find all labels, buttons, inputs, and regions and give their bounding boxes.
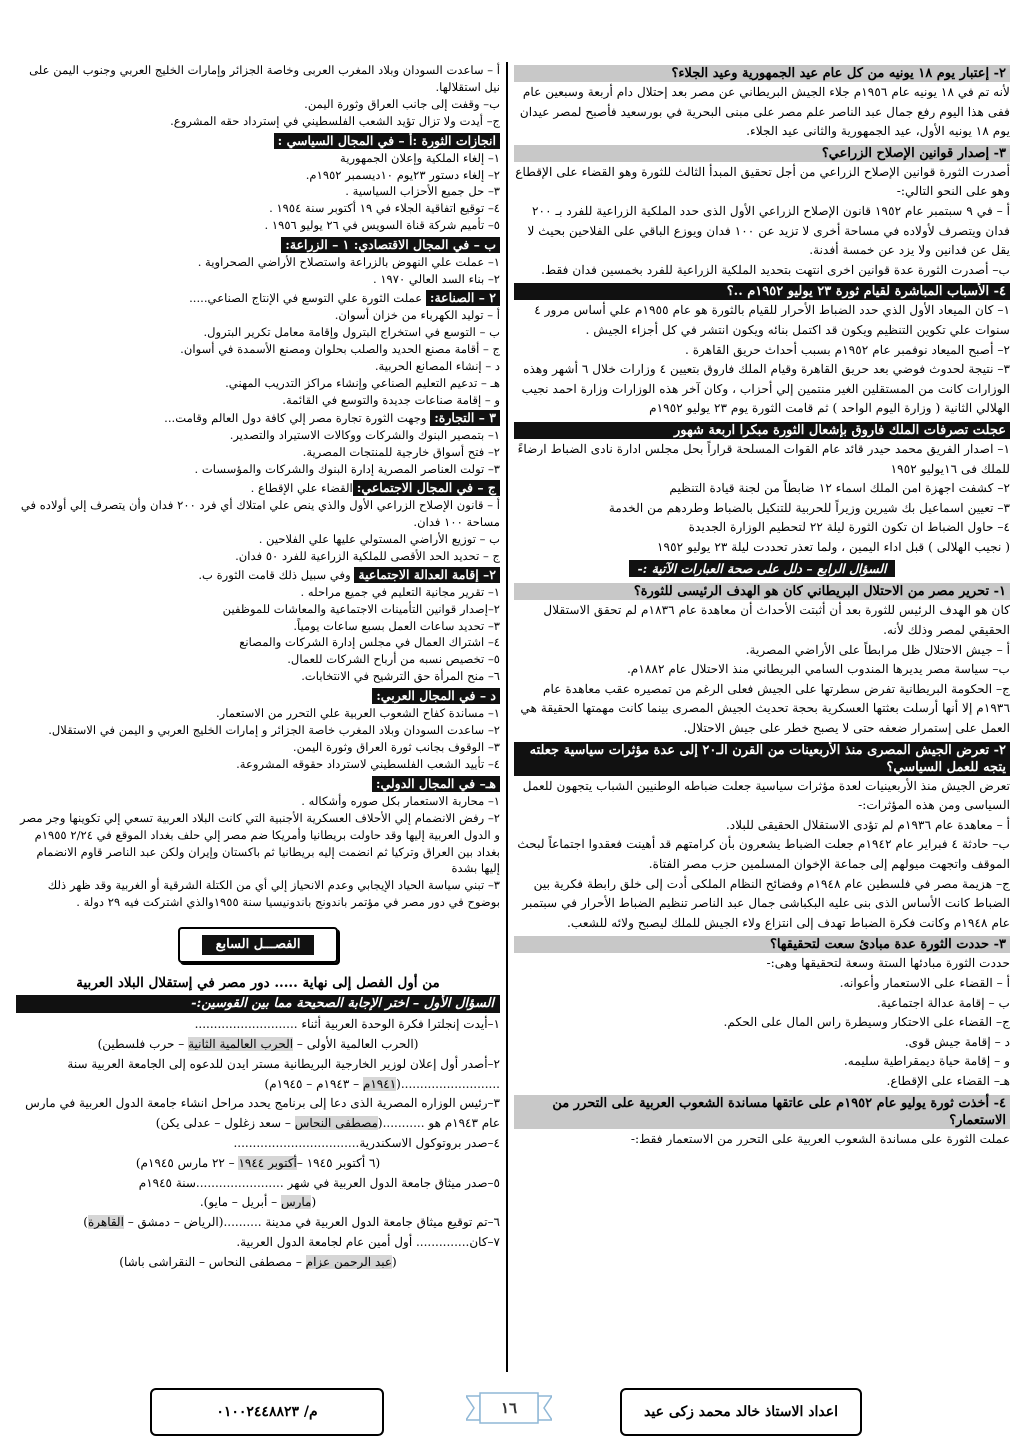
economic-1: ١– عملت علي النهوض بالزراعة واستصلاح الأراضي الصحراوية . <box>197 255 500 270</box>
justice-2: ٢–إصدار قوانين التأمينات الاجتماعية والمعاشات للموظفين <box>222 601 500 616</box>
top-item-a: أ – ساعدت السودان وبلاد المغرب العربى وخاصة الجزائر وإمارات الخليج العربي وجنوب اليمن على نيل استقلالها. <box>29 63 500 94</box>
industry-intro: عملت الثورة علي التوسع في الإنتاج الصناعي..... <box>189 290 423 305</box>
q4-3-a: أ – القضاء على الاستعمار وأعوانه. <box>839 975 1010 990</box>
q1-item-3 <box>16 1094 500 1134</box>
chapter-title: من أول الفصل إلى نهاية ..... دور مصر في إستقلال البلاد العربية <box>76 975 440 992</box>
chapter-box <box>178 927 338 963</box>
justice-intro: وفي سبيل ذلك قامت الثورة ب. <box>198 567 351 582</box>
column-divider <box>506 62 508 1372</box>
political-2: ٢– إلغاء دستور ٢٣يوم ١٠ديسمبر ١٩٥٢م. <box>305 167 500 182</box>
social-c: ج – تحديد الحد الأقصى للملكية الزراعية للفرد ٥٠ فدان. <box>235 548 500 563</box>
question-text: ٣–رئيس الوزاره المصرية الذى دعا إلى برنامج يحدد مراحل انشاء جامعة الدول العربية في مارس عام ١٩٤٣م هو ...........( <box>25 1096 500 1131</box>
q1-item-6 <box>16 1213 500 1233</box>
justice-3: ٣– تحديد ساعات العمل بسبع ساعات يومياً. <box>293 618 500 633</box>
arab-2: ٢– ساعدت السودان وبلاد المغرب خاصة الجزائر و إمارات الخليج العربي و اليمن في الاستقلال. <box>48 723 500 738</box>
arab-1: ١– مساندة كفاح الشعوب العربية علي التحرر من الاستعمار. <box>215 706 500 721</box>
section-3-title: ٣- إصدار قوانين الإصلاح الزراعي؟ <box>514 145 1010 162</box>
haste-item-2: ٢– كشفت اجهزة امن الملك اسماء ١٢ ضابطاً من لجنة قيادة التنظيم <box>669 481 1010 496</box>
haste-item-5: ( نجيب الهلالى ) قبل اداء اليمين ، ولما تعذر تحددت ليلة ٢٣ يوليو ١٩٥٢ <box>657 539 1010 554</box>
q1-item-4: ٤–صدر بروتوكول الاسكندرية................................. <box>233 1135 500 1150</box>
chapter-label: الفصـــل السابع <box>202 935 315 955</box>
q1-item-5: ٥–صدر ميثاق جامعة الدول العربية في شهر .......................سنة ١٩٤٥م <box>138 1175 500 1190</box>
trade-2: ٢– فتح أسواق خارجية للمنتجات المصرية. <box>302 445 500 460</box>
arab-title: د – في المجال العربي: <box>372 688 500 704</box>
international-3: ٣– تبني سياسة الحياد الإيجابي وعدم الانحياز إلي أي من الكتلة الشرقية أو الغربية وقد ظهر ذلك بوضوح في دور مصر في مؤتمر باندونج باندونيسيا سنة ١٩٥٥والذي اشتركت فيه ٢٩ دولة . <box>47 878 500 910</box>
q4-3-body: حددت الثورة مبادئها الستة وسعة لتحقيقها وهى:- <box>766 956 1010 971</box>
q4-3-e: و – إقامة حياة ديمقراطية سليمه. <box>843 1054 1010 1069</box>
q1-item-2 <box>16 1055 500 1095</box>
industry-line <box>16 288 500 307</box>
q4-1-a: أ – جيش الاحتلال ظل مرابطاً على الأراضي المصرية. <box>745 642 1010 657</box>
haste-item-3: ٣– تعيين اسماعيل بك شيرين وزيراً للحربية للتنكيل بالضباط وطردهم من الخدمة <box>608 500 1010 515</box>
social-intro: القضاء علي الإقطاع . <box>250 481 353 496</box>
industry-b: ب – التوسع في استخراج البترول وإقامة معامل تكرير البترول. <box>203 324 500 339</box>
phone-box: م/ ٠١٠٠٢٤٤٨٨٢٣ <box>150 1388 384 1436</box>
industry-a: أ – توليد الكهرباء من خزان أسوان. <box>334 307 500 322</box>
right-column <box>512 62 1014 1372</box>
q1-item-1: ١–أيدت إنجلترا فكرة الوحدة العربية أثناء ........................... <box>194 1017 500 1032</box>
economic-2: ٢– بناء السد العالي ١٩٧٠ . <box>372 272 500 287</box>
option-text: – حرب فلسطين) <box>97 1036 189 1051</box>
page-footer <box>0 1388 1024 1438</box>
selected-answer: مارس <box>280 1195 312 1210</box>
section-2-body: لأنه تم في ١٨ يونيه عام ١٩٥٦م جلاء الجيش البريطاني عن مصر بعد إحتلال دام أربعة وسبعين عام ففى هذا اليوم رفع جمال عبد الناصر علم مصر على مبنى البحرية في بورسعيد فأصبح لمصر عيدان يوم ١٨ يونيه الأول، عيد الجمهورية والثانى عيد الجلاء. <box>519 85 1010 139</box>
arab-4: ٤– تأييد الشعب الفلسطيني لاسترداد حقوقه المشروعة. <box>236 756 500 771</box>
political-1: ١– إلغاء الملكية وإعلان الجمهورية <box>340 150 500 165</box>
q1-item-7-options <box>16 1253 500 1273</box>
justice-line <box>16 565 500 584</box>
page-number <box>466 1392 552 1424</box>
option-text: – ٢٢ مارس ١٩٤٥م) <box>135 1155 239 1170</box>
option-text: (٦ أكتوبر ١٩٤٥ – <box>296 1155 381 1170</box>
q4-2-c: ج– هزيمة مصر في فلسطين عام ١٩٤٨م وفضائح النظام الملكى أدت إلى خلق رابطة فكرية بين الضباط كانت الأساس الذى بنى عليه البكباشى جمال عبد الناصر تنظيم الضباط الأحرار في سبتمبر عام ١٩٤٨م وكانت فكرة الضباط تهدف إلى انتزاع ولاء الجيش للملك ليصبح ولائه للشعب. <box>522 876 1010 930</box>
q4-3-c: ج– القضاء على الاحتكار وسيطرة راس المال على الحكم. <box>723 1015 1010 1030</box>
q4-4-body: عملت الثورة على مساندة الشعوب العربية على التحرر من الاستعمار فقط:- <box>630 1131 1010 1146</box>
option-text: – مصطفى النحاس – النقراشى باشا) <box>119 1254 306 1269</box>
selected-answer: القاهرة <box>87 1215 124 1230</box>
q1-item-7: ٧–كان.............. أول أمين عام لجامعة الدول العربية. <box>236 1234 500 1249</box>
industry-f: و – إقامة صناعات جديدة والتوسع في القائمة. <box>282 392 500 407</box>
q1-item-5-options <box>16 1193 500 1213</box>
q4-3-b: ب – إقامة عدالة اجتماعية. <box>876 995 1010 1010</box>
selected-answer: مصطفى النحاس <box>294 1116 378 1131</box>
page-number-text: ١٦ <box>500 1399 518 1417</box>
option-text: ( <box>392 1254 397 1269</box>
social-b: ب – توزيع الأراضي المستولي عليها علي الفلاحين . <box>258 531 500 546</box>
social-title: ج – في المجال الاجتماعي: <box>353 480 500 496</box>
option-text: – سعد زغلول – عدلى يكن) <box>155 1116 295 1131</box>
political-5: ٥– تأميم شركة قناة السويس في ٢٦ يوليو ١٩٥٦ . <box>264 218 500 233</box>
trade-3: ٣– تولت العناصر المصرية إدارة البنوك والشركات والمؤسسات . <box>194 462 500 477</box>
justice-6: ٦– منح المرأة حق الترشيح في الانتخابات. <box>301 669 500 684</box>
q4-3-d: د – إقامة جيش قوى. <box>904 1034 1010 1049</box>
justice-1: ١– تقرير مجانية التعليم في جميع مراحله . <box>300 584 500 599</box>
selected-answer: ١٩٤١م <box>362 1076 397 1091</box>
top-item-b: ب– وقفت إلى جانب العراق وثورة اليمن. <box>304 96 500 111</box>
haste-item-4: ٤– حاول الضباط ان تكون الثورة ليلة ٢٢ لتحطيم الوزارة الجديدة <box>688 520 1010 535</box>
question-text: ٢–أصدر أول إعلان لوزير الخارجية البريطانية مستر ايدن للدعوه إلى الجامعة العربية سنة ..........................( <box>67 1056 500 1091</box>
selected-answer: أكتوبر ١٩٤٤ <box>238 1155 297 1170</box>
q4-1-c: ج– الحكومة البريطانية تفرض سطرتها على الجيش فعلى الرغم من تمصيره عقب معاهدة عام ١٩٣٦م إلا أنها أرسلت بعثتها العسكرية بحجة تحديث الجيش المصرى بينما كانت مهمتها الحقيقة هي العمل على إستمرار ضعفه حتى لا يصبح خطر على جيش الاحتلال. <box>520 681 1010 736</box>
industry-c: ج – أقامة مصنع الحديد والصلب بحلوان ومصنع الأسمدة في أسوان. <box>180 341 500 356</box>
question-4-header: السؤال الرابع – دلل على صحة العبارات الآتية :- <box>629 560 894 577</box>
q1-item-4-options <box>16 1154 500 1174</box>
haste-title: عجلت تصرفات الملك فاروق بإشعال الثورة مبكرا اربعة شهور <box>514 422 1010 439</box>
left-column <box>12 62 502 1372</box>
haste-item-1: ١– اصدار الفريق محمد حيدر قائد عام القوات المسلحة قراراً بحل مجلس ادارة نادى الضباط ارضاءً للملك فى ١٦يوليو ١٩٥٢ <box>517 441 1010 476</box>
international-title: هـ– في المجال الدولي: <box>372 776 500 792</box>
q4-2-body: تعرض الجيش منذ الأربعينيات لعدة مؤثرات سياسية جعلت ضباطه الوطنيين الشباب يتجهون للعمل السياسى ومن هذه المؤثرات:- <box>522 778 1010 813</box>
q4-1-b: ب– سياسة مصر يديرها المندوب السامي البريطاني منذ الاحتلال عام ١٨٨٢م. <box>626 662 1010 677</box>
q4-1-body: كان هو الهدف الرئيس للثورة بعد أن أثبتت الأحداث أن معاهدة عام ١٨٣٦م لم تحقق الاستقلال الحقيقي لمصر وذلك لأنه. <box>543 603 1010 638</box>
trade-title: ٣ – التجارة: <box>430 410 500 426</box>
q4-2-title: ٢- تعرض الجيش المصرى منذ الأربعينات من القرن الـ٢٠ إلى عدة مؤثرات سياسية جعلته يتجه للعمل السياسي؟ <box>514 742 1010 776</box>
section-4-item-1: ١– كان الميعاد الأول الذي حدد الضباط الأحرار للقيام بالثورة هو عام ١٩٥٥م علي أساس مرور ٤ سنوات علي تكوين التنظيم ويكون قد اكتمل بنائه ويكون انتشر في كل أجزاء الجيش . <box>534 303 1010 337</box>
trade-1: ١– بتمصير البنوك والشركات ووكالات الاستيراد والتصدير. <box>229 428 500 443</box>
economic-title: ب – في المجال الاقتصادي: ١ – الزراعة: <box>281 237 500 253</box>
option-text: – أبريل – مايو). <box>199 1195 281 1210</box>
political-4: ٤– توقيع اتفاقية الجلاء في ١٩ أكتوبر سنة ١٩٥٤ . <box>269 201 500 216</box>
q1-item-1-options <box>16 1035 500 1055</box>
justice-4: ٤– اشتراك العمال في مجلس إدارة الشركات والمصانع <box>239 635 500 650</box>
industry-d: د – إنشاء المصانع الحربية. <box>374 358 500 373</box>
international-2: ٢– رفض الانضمام إلي الأحلاف العسكرية الأجنبية التي كانت البلاد العربية تسعي إلي تكوينها وجر مصر و الدول العربية إليها وقد حاولت بريطانيا وأمريكا ضم مصر إلي حلف بغداد الموقع في ٢/٢٤ ١٩٥٥م بغداد بين العراق وتركيا ثم انضمت إليه بريطانيا ثم باكستان وإيران ولكن عبد الناصر قاوم الانضمام إليها بشدة <box>19 810 500 876</box>
top-item-c: ج– أيدت ولا تزال تؤيد الشعب الفلسطيني في إسترداد حقه المشروع. <box>170 113 500 128</box>
social-line <box>16 478 500 497</box>
political-3: ٣– حل جميع الأحزاب السياسية . <box>345 184 500 199</box>
option-text: (الحرب العالمية الأولى – <box>293 1036 419 1051</box>
question-1-header: السؤال الأول – اختر الإجابة الصحيحة مما بين القوسين:- <box>16 995 500 1013</box>
trade-line <box>16 408 500 427</box>
political-title: انجازات الثورة :أ – في المجال السياسي : <box>274 133 500 149</box>
justice-title: ٢– إقامة العدالة الاجتماعية <box>354 567 500 583</box>
q4-2-b: ب– حادثة ٤ فبراير عام ١٩٤٢م جعلت الضباط يشعرون بأن كرامتهم قد أهينت فعقدوا اجتماعاً لبحث الموقف واتجهت ميولهم إلى جماعة الإخوان المسلمين حزب مصر الفتاة. <box>517 837 1010 871</box>
option-text: ) <box>83 1215 88 1230</box>
author-box: اعداد الاستاذ خالد محمد زكى عيد <box>620 1388 862 1436</box>
q4-3-title: ٣- حددت الثورة عدة مبادئ سعت لتحقيقها؟ <box>514 936 1010 953</box>
international-1: ١– محاربة الاستعمار بكل صوره وأشكاله . <box>301 793 500 808</box>
industry-e: هـ – تدعيم التعليم الصناعي وإنشاء مراكز التدريب المهني. <box>225 375 500 390</box>
section-4-item-3: ٣– نتيجة لحدوث فوضي بعد حريق القاهرة وقيام الملك فاروق بتعيين ٤ وزارات خلال ٦ أشهر وهذه الوزارات كانت من المستقلين الغير منتمين إلي أحزاب ، وكان آخر هذه الوزارات وزارة احمد نجيب الهلالي الثانية ( وزارة اليوم الواحد ) ثم قامت الثورة يوم ٢٣ يوليو ١٩٥٢م <box>521 362 1010 416</box>
selected-answer: عبد الرحمن عزام <box>305 1254 393 1269</box>
section-3-item-b: ب– أصدرت الثورة عدة قوانين اخرى انتهت بتحديد الملكية الزراعية للفرد بخمسين فدان فقط. <box>541 262 1010 277</box>
social-a: أ – قانون الإصلاح الزراعي الأول والذي ينص علي امتلاك أي فرد ٢٠٠ فدان وأن يتصرف إلي أولاده في مساحة ١٠٠ فدان. <box>20 498 500 530</box>
section-3-item-a: أ – في ٩ سبتمبر عام ١٩٥٢ قانون الإصلاح الزراعي الأول الذى حدد الملكية الزراعية للفرد بـ ٢٠٠ فدان ويتصرف لأولاده في مساحة أخرى لا تزيد عن ١٠٠ فدان ويوزع الباقي على الفلاحين بحيث لا يقل عن فدانين ولا يزد عن خمسة أفدنة. <box>527 203 1010 258</box>
q4-3-f: هـ– القضاء على الإقطاع. <box>886 1073 1010 1088</box>
q4-1-title: ١- تحرير مصر من الاحتلال البريطاني كان هو الهدف الرئيسى للثورة؟ <box>514 583 1010 600</box>
q4-2-a: أ – معاهدة عام ١٩٣٦م لم تؤدى الاستقلال الحقيقى للبلاد. <box>725 817 1010 832</box>
section-4-item-2: ٢– أصبح الميعاد نوفمبر عام ١٩٥٢م بسبب أحداث حريق القاهرة . <box>684 342 1010 357</box>
q4-4-title: ٤- أخذت ثورة يوليو عام ١٩٥٢م على عاتقها مساندة الشعوب العربية على التحرر من الاستعمار؟ <box>514 1095 1010 1129</box>
justice-5: ٥– تخصيص نسبه من أرباح الشركات للعمال. <box>287 652 500 667</box>
question-text: ٦–تم توقيع ميثاق جامعة الدول العربية في مدينة ..........(الرياض – دمشق – <box>123 1215 500 1230</box>
section-3-intro: أصدرت الثورة قوانين الإصلاح الزراعي من أجل تحقيق المبدأ الثالث للثورة وهو القضاء على الإقطاع وهو على النحو التالي:- <box>515 164 1010 199</box>
selected-answer: الحرب العالمية الثانية <box>188 1036 294 1051</box>
arab-3: ٣– الوقوف بجانب ثورة العراق وثورة اليمن. <box>292 740 500 754</box>
trade-intro: وجهت الثورة تجارة مصر إلي كافة دول العالم وقامت... <box>164 411 427 426</box>
option-text: ( <box>311 1195 317 1210</box>
section-2-title: ٢- إعتبار يوم ١٨ يونيه من كل عام عيد الجمهورية وعيد الجلاء؟ <box>514 65 1010 82</box>
section-4-title: ٤- الأسباب المباشرة لقيام ثورة ٢٣ يوليو ١٩٥٢م ..؟ <box>514 283 1010 300</box>
industry-title: ٢ – الصناعة: <box>426 290 500 306</box>
option-text: – ١٩٤٣م – ١٩٤٥م) <box>264 1076 363 1091</box>
